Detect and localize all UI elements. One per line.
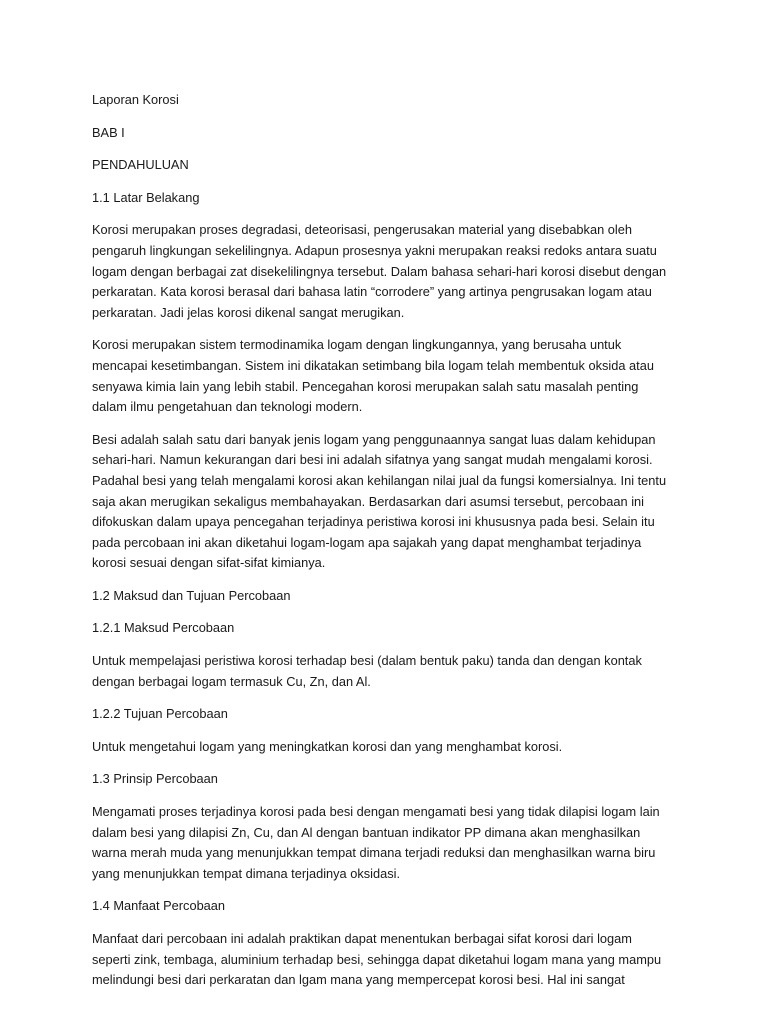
paragraph-line: Untuk mengetahui logam yang meningkatkan korosi dan yang menghambat korosi. — [92, 738, 563, 754]
paragraph-line: senyawa kimia lain yang lebih stabil. Pencegahan korosi merupakan salah satu masalah penting — [92, 378, 639, 394]
paragraph-3 — [92, 430, 692, 574]
chapter-title: PENDAHULUAN — [92, 157, 189, 173]
chapter-label: BAB I — [92, 124, 125, 140]
paragraph-line: melindungi besi dari perkaratan dan lgam mana yang mempercepat korosi besi. Hal ini sangat — [92, 972, 625, 988]
paragraph-7 — [92, 929, 692, 991]
section-heading-1-3: 1.3 Prinsip Percobaan — [92, 771, 218, 787]
document-page — [92, 90, 692, 1003]
paragraph-line: seperti zink, tembaga, aluminium terhadap besi, sehingga dapat diketahui logam mana yang mampu — [92, 951, 662, 967]
paragraph-1 — [92, 220, 692, 323]
paragraph-line: difokuskan dalam upaya pencegahan terjadinya peristiwa korosi ini khususnya pada besi. Selain itu — [92, 514, 655, 530]
paragraph-line: Padahal besi yang telah mengalami korosi akan kehilangan nilai jual da fungsi komersialnya. Ini tentu — [92, 472, 667, 488]
paragraph-line: Besi adalah salah satu dari banyak jenis logam yang penggunaannya sangat luas dalam kehidupan — [92, 431, 656, 447]
paragraph-line: Korosi merupakan sistem termodinamika logam dengan lingkungannya, yang berusaha untuk — [92, 337, 622, 353]
paragraph-line: logam dengan berbagai zat disekelilingnya tersebut. Dalam bahasa sehari-hari korosi disebut dengan — [92, 263, 667, 279]
paragraph-line: warna merah muda yang menunjukkan tempat dimana terjadi reduksi dan menghasilkan warna biru — [92, 845, 656, 861]
section-heading-1-2-1: 1.2.1 Maksud Percobaan — [92, 620, 235, 636]
paragraph-line: pada percobaan ini akan diketahui logam-logam apa sajakah yang dapat menghambat terjadinya — [92, 534, 642, 550]
paragraph-line: Korosi merupakan proses degradasi, deteorisasi, pengerusakan material yang disebabkan oleh — [92, 222, 632, 238]
paragraph-6 — [92, 802, 692, 884]
paragraph-5 — [92, 737, 692, 758]
section-heading-1-1: 1.1 Latar Belakang — [92, 189, 200, 205]
paragraph-line: saja akan merugikan sekaligus membahayakan. Berdasarkan dari asumsi tersebut, percobaan ini — [92, 493, 644, 509]
paragraph-4 — [92, 651, 692, 692]
paragraph-line: sehari-hari. Namun kekurangan dari besi ini adalah sifatnya yang sangat mudah mengalami korosi. — [92, 452, 653, 468]
paragraph-line: mencapai kesetimbangan. Sistem ini dikatakan setimbang bila logam telah membentuk oksida atau — [92, 357, 654, 373]
section-heading-1-2: 1.2 Maksud dan Tujuan Percobaan — [92, 587, 291, 603]
paragraph-line: Untuk mempelajasi peristiwa korosi terhadap besi (dalam bentuk paku) tanda dan dengan kontak — [92, 653, 642, 669]
section-heading-1-2-2: 1.2.2 Tujuan Percobaan — [92, 706, 228, 722]
paragraph-line: perkaratan. Jadi jelas korosi dikenal sangat merugikan. — [92, 304, 405, 320]
paragraph-2 — [92, 335, 692, 417]
document-title: Laporan Korosi — [92, 92, 179, 107]
paragraph-line: dengan berbagai logam termasuk Cu, Zn, dan Al. — [92, 673, 371, 689]
paragraph-line: korosi sesuai dengan sifat-sifat kimianya. — [92, 555, 326, 571]
paragraph-line: dalam ilmu pengetahuan dan teknologi modern. — [92, 399, 363, 415]
section-heading-1-4: 1.4 Manfaat Percobaan — [92, 898, 226, 914]
paragraph-line: pengaruh lingkungan sekelilingnya. Adapun prosesnya yakni merupakan reaksi redoks antara suatu — [92, 242, 657, 258]
paragraph-line: dalam besi yang dilapisi Zn, Cu, dan Al dengan bantuan indikator PP dimana akan menghasilkan — [92, 824, 641, 840]
paragraph-line: yang menunjukkan tempat dimana terjadinya oksidasi. — [92, 865, 401, 881]
paragraph-line: perkaratan. Kata korosi berasal dari bahasa latin “corrodere” yang artinya pengrusakan logam atau — [92, 284, 652, 300]
paragraph-line: Manfaat dari percobaan ini adalah praktikan dapat menentukan berbagai sifat korosi dari logam — [92, 931, 632, 946]
paragraph-line: Mengamati proses terjadinya korosi pada besi dengan mengamati besi yang tidak dilapisi logam lain — [92, 804, 660, 820]
